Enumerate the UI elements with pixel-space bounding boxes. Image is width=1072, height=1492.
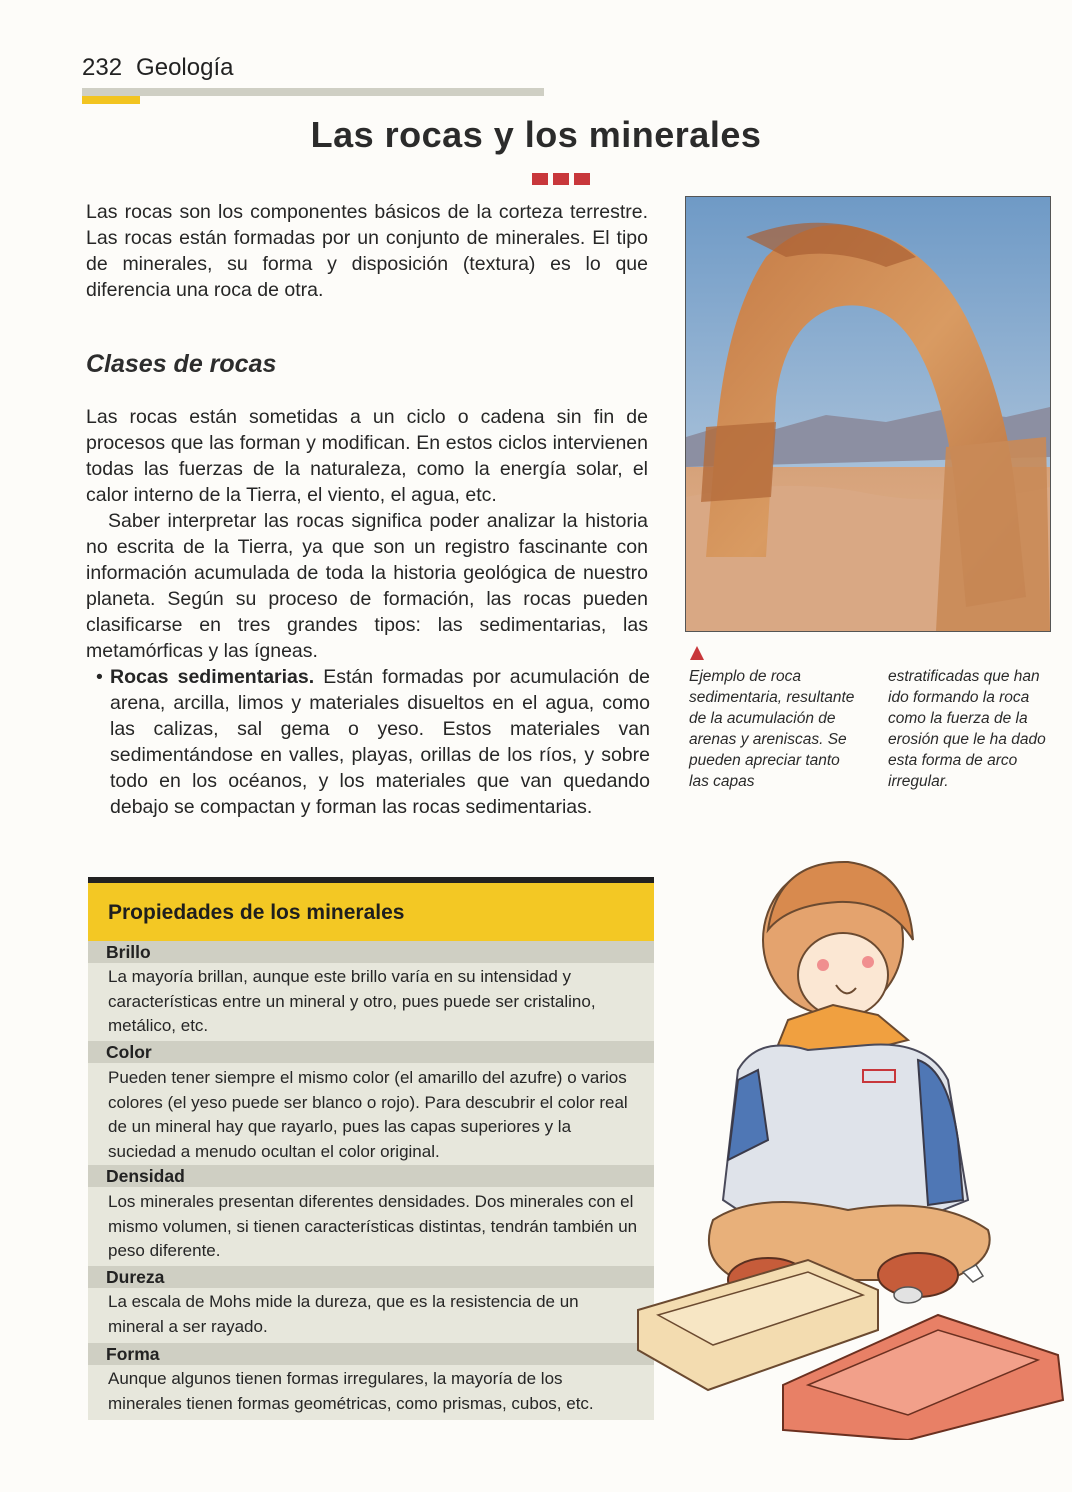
photo-caption-col1: Ejemplo de roca sedimentaria, resultante de la acumulación de arenas y areniscas. Se pueden apreciar tanto las capas bbox=[689, 668, 855, 790]
title-ornament bbox=[532, 172, 595, 190]
property-label-forma: Forma bbox=[88, 1343, 654, 1365]
page-number: 232 bbox=[82, 54, 123, 81]
box-header bbox=[88, 883, 654, 941]
property-text-brillo: La mayoría brillan, aunque este brillo varía en su intensidad y características entre un mineral y otro, pues puede ser cristalino, metálico, etc. bbox=[108, 967, 596, 1035]
body-text bbox=[86, 404, 648, 664]
property-label-densidad: Densidad bbox=[88, 1165, 654, 1187]
section-name: Geología bbox=[136, 54, 234, 81]
photo-caption-col2: estratificadas que han ido formando la roca como la fuerza de la erosión que le ha dado esta forma de arco irregular. bbox=[888, 668, 1046, 790]
rock-arch-image bbox=[686, 197, 1050, 631]
body-paragraph-1: Las rocas están sometidas a un ciclo o cadena sin fin de procesos que las forman y modifican. En estos ciclos intervienen todas las fuerzas de la naturaleza, como la energía solar, el calor interno de la Tierra, el viento, el agua, etc. bbox=[86, 406, 648, 506]
bullet-term: Rocas sedimentarias. bbox=[110, 666, 315, 688]
property-text-color: Pueden tener siempre el mismo color (el amarillo del azufre) o varios colores (el yeso puede ser blanco o rojo). Para descubrir el color real de un mineral hay que rayarlo, pues las capas superiores y la suciedad a menudo ocultan el color original. bbox=[108, 1068, 628, 1161]
rock-arch-photo bbox=[685, 196, 1051, 632]
section-heading: Clases de rocas bbox=[86, 350, 277, 378]
running-head bbox=[82, 54, 233, 82]
header-accent bbox=[82, 96, 140, 104]
property-text-dureza: La escala de Mohs mide la dureza, que es la resistencia de un mineral a ser rayado. bbox=[108, 1292, 579, 1336]
bullet-sedimentary bbox=[96, 664, 651, 820]
property-label-dureza: Dureza bbox=[88, 1266, 654, 1288]
header-rule bbox=[82, 88, 544, 96]
mineral-properties-box bbox=[88, 877, 654, 1420]
caption-marker-icon bbox=[690, 646, 704, 660]
property-text-densidad: Los minerales presentan diferentes densidades. Dos minerales con el mismo volumen, si tienen características distintas, tendrán también un peso diferente. bbox=[108, 1192, 638, 1260]
bullet-text: Están formadas por acumulación de arena, arcilla, limos y materiales disueltos en el agua, como las calizas, sal gema o yeso. Estos materiales van sedimentándose en valles, playas, orillas de los ríos, y sobre todo en los océanos, y los materiales que van quedando debajo se compactan y forman las rocas sedimentarias. bbox=[110, 666, 651, 818]
page-title: Las rocas y los minerales bbox=[310, 114, 762, 155]
body-paragraph-2: Saber interpretar las rocas significa poder analizar la historia no escrita de la Tierra, ya que son un registro fascinante con información acumulada de toda la historia geológica de nuestro planeta. Según su proceso de formación, las rocas pueden clasificarse en tres grandes tipos: las sedimentarias, las metamórficas y las ígneas. bbox=[86, 510, 648, 662]
property-text-forma: Aunque algunos tienen formas irregulares, la mayoría de los minerales tienen formas geométricas, como prismas, cubos, etc. bbox=[108, 1369, 594, 1413]
student-with-minerals-illustration bbox=[618, 840, 1068, 1440]
student-illustration-image bbox=[618, 840, 1068, 1440]
bullet-icon: • bbox=[96, 666, 103, 688]
property-label-color: Color bbox=[88, 1041, 654, 1063]
box-title: Propiedades de los minerales bbox=[108, 901, 405, 924]
property-label-brillo: Brillo bbox=[88, 941, 654, 963]
intro-paragraph: Las rocas son los componentes básicos de la corteza terrestre. Las rocas están formadas por un conjunto de minerales. El tipo de minerales, su forma y disposición (textura) es lo que diferencia una roca de otra. bbox=[86, 201, 648, 301]
